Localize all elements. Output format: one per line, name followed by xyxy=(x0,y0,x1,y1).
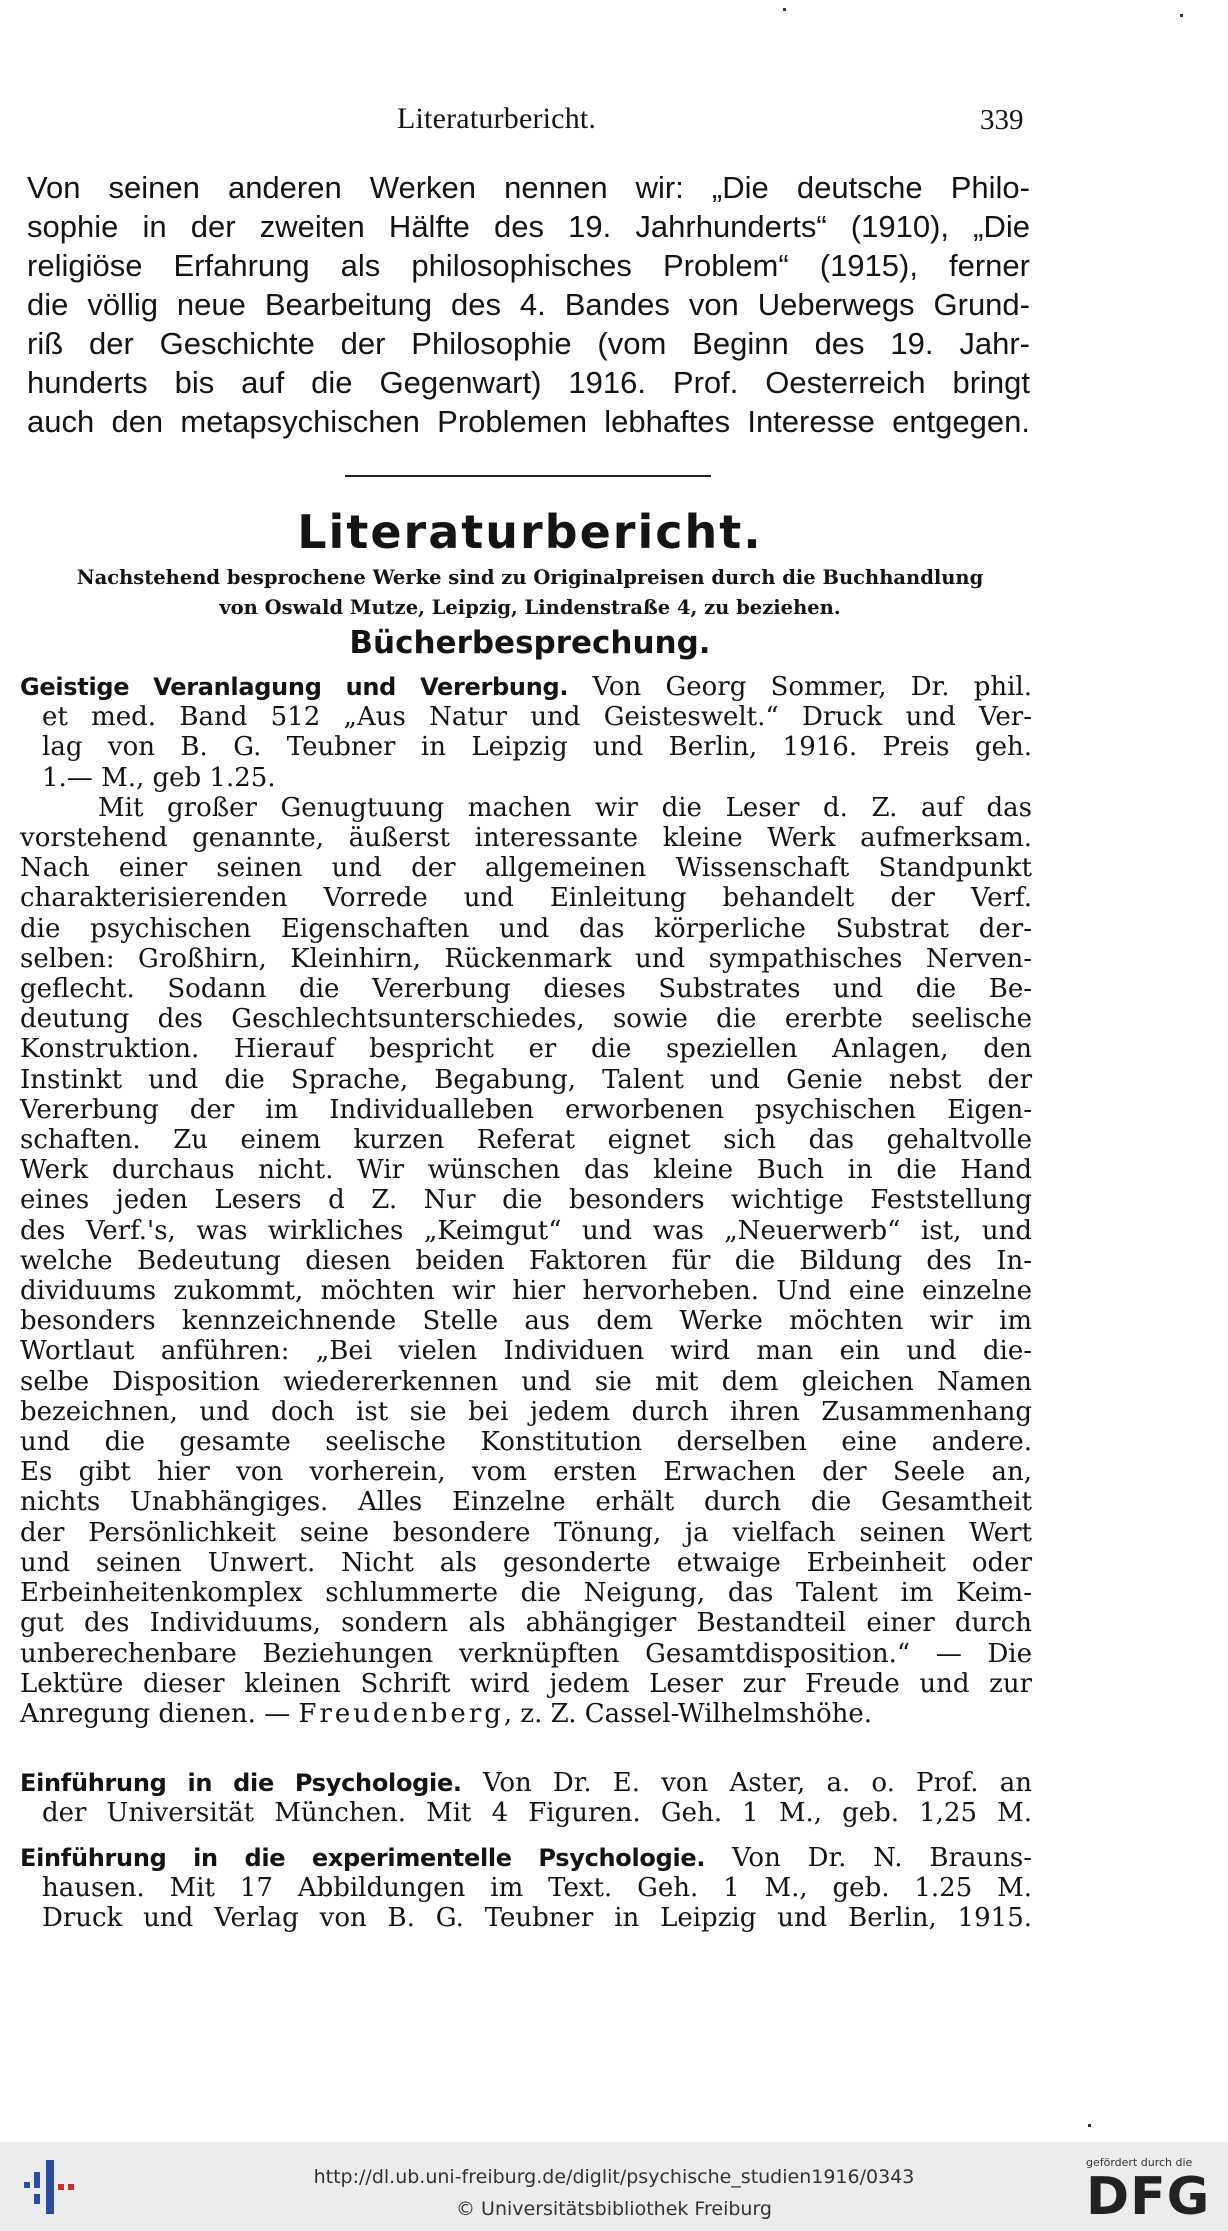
review-text-line: selbe Disposition wiedererkennen und sie mit dem gleichen Namen xyxy=(20,1366,1032,1397)
notice-line: Nachstehend besprochene Werke sind zu Originalpreisen durch die Buchhandlung xyxy=(76,566,984,589)
review-text-line: deutung des Geschlechtsunterschiedes, sowie die ererbte seelische xyxy=(20,1004,1032,1035)
biblio-line: der Universität München. Mit 4 Figuren. Geh. 1 M., geb. 1,25 M. xyxy=(42,1798,1032,1829)
page-number: 339 xyxy=(980,104,1024,136)
review-text-line: Erbeinheitenkomplex schlummerte die Neigung, das Talent im Keim- xyxy=(20,1578,1032,1609)
running-head: Literaturbericht. xyxy=(397,102,597,135)
reviewer-name: Freudenberg xyxy=(298,1698,504,1729)
biblio-line xyxy=(20,672,1032,702)
review-text-line: Es gibt hier von vorherein, vom ersten Erwachen der Seele an, xyxy=(20,1457,1032,1488)
section-heading: Literaturbericht. xyxy=(297,505,763,559)
review-text-line: Lektüre dieser kleinen Schrift wird jedem Leser zur Freude und zur xyxy=(20,1668,1032,1699)
review-text-line: Wortlaut anführen: „Bei vielen Individuen wird man ein und die- xyxy=(20,1336,1032,1367)
book-title: Einführung in die experimentelle Psychologie. xyxy=(20,1844,706,1872)
intro-paragraph xyxy=(27,168,1030,441)
review-text-line: charakterisierenden Vorrede und Einleitung behandelt der Verf. xyxy=(20,883,1032,914)
review-entry-2 xyxy=(20,1768,1032,1828)
review-entry-1 xyxy=(20,672,1032,1729)
review-text-line: der Persönlichkeit seine besondere Tönung, ja vielfach seinen Wert xyxy=(20,1517,1032,1548)
review-text-line: bezeichnen, und doch ist sie bei jedem durch ihren Zusammenhang xyxy=(20,1396,1032,1427)
text-line: sophie in der zweiten Hälfte des 19. Jahrhunderts“ (1910), „Die xyxy=(27,209,1030,244)
review-text-line: unberechenbare Beziehungen verknüpften Gesamtdisposition.“ — Die xyxy=(20,1638,1032,1669)
biblio-line xyxy=(20,1843,1032,1873)
footer-copyright: © Universitätsbibliothek Freiburg xyxy=(456,2198,772,2220)
review-text-line: die psychischen Eigenschaften und das körperliche Substrat der- xyxy=(20,913,1032,944)
review-text-line: selben: Großhirn, Kleinhirn, Rückenmark und sympathisches Nerven- xyxy=(20,943,1032,974)
dfg-caption: gefördert durch die xyxy=(1086,2156,1193,2169)
text-line: auch den metapsychischen Problemen lebhaftes Interesse entgegen. xyxy=(27,404,1030,439)
review-closing xyxy=(20,1699,1032,1729)
scan-speck xyxy=(1088,2124,1091,2127)
biblio-text: Von Dr. E. von Aster, a. o. Prof. an xyxy=(461,1768,1032,1798)
biblio-line: Druck und Verlag von B. G. Teubner in Leipzig und Berlin, 1915. xyxy=(42,1903,1032,1934)
text-line: Von seinen anderen Werken nennen wir: „Die deutsche Philo- xyxy=(27,170,1030,205)
review-text-line: welche Bedeutung diesen beiden Faktoren für die Bildung des In- xyxy=(20,1245,1032,1276)
review-text-line: schaften. Zu einem kurzen Referat eignet sich das gehaltvolle xyxy=(20,1125,1032,1156)
book-title: Geistige Veranlagung und Vererbung. xyxy=(20,673,569,701)
biblio-line: lag von B. G. Teubner in Leipzig und Berlin, 1916. Preis geh. xyxy=(42,732,1032,763)
biblio-line xyxy=(20,1768,1032,1798)
closing-suffix: , z. Z. Cassel-Wilhelmshöhe. xyxy=(503,1698,873,1729)
review-text-line: besonders kennzeichnende Stelle aus dem Werke möchten wir im xyxy=(20,1306,1032,1337)
review-text-line: geflecht. Sodann die Vererbung dieses Substrates und die Be- xyxy=(20,974,1032,1005)
biblio-line: hausen. Mit 17 Abbildungen im Text. Geh. 1 M., geb. 1.25 M. xyxy=(42,1873,1032,1904)
review-text-line: gut des Individuums, sondern als abhängiger Bestandteil einer durch xyxy=(20,1608,1032,1639)
review-text-line: nichts Unabhängiges. Alles Einzelne erhält durch die Gesamtheit xyxy=(20,1487,1032,1518)
review-text-line: Konstruktion. Hierauf bespricht er die speziellen Anlagen, den xyxy=(20,1034,1032,1065)
dfg-logo: DFG xyxy=(1086,2167,1211,2227)
biblio-text: Von Dr. N. Brauns- xyxy=(705,1843,1032,1873)
review-body xyxy=(20,793,1032,1699)
review-text-line: Vererbung der im Individualleben erworbenen psychischen Eigen- xyxy=(20,1094,1032,1125)
bookseller-notice xyxy=(40,563,1020,623)
review-text-line: dividuums zukommt, möchten wir hier hervorheben. Und eine einzelne xyxy=(20,1276,1032,1307)
review-text-line: des Verf.'s, was wirkliches „Keimgut“ und was „Neuerwerb“ ist, und xyxy=(20,1215,1032,1246)
closing-prefix: Anregung dienen. — xyxy=(20,1698,299,1729)
text-line: riß der Geschichte der Philosophie (vom Beginn des 19. Jahr- xyxy=(27,326,1030,361)
review-text-line: Werk durchaus nicht. Wir wünschen das kleine Buch in die Hand xyxy=(20,1155,1032,1186)
review-text-line: Nach einer seinen und der allgemeinen Wissenschaft Standpunkt xyxy=(20,853,1032,884)
review-text-line: Mit großer Genugtuung machen wir die Leser d. Z. auf das xyxy=(98,792,1032,823)
section-subheading: Bücherbesprechung. xyxy=(349,625,711,661)
scan-speck xyxy=(783,8,786,11)
review-text-line: eines jeden Lesers d Z. Nur die besonders wichtige Feststellung xyxy=(20,1185,1032,1216)
text-line: hunderts bis auf die Gegenwart) 1916. Prof. Oesterreich bringt xyxy=(27,365,1030,400)
review-text-line: Instinkt und die Sprache, Begabung, Talent und Genie nebst der xyxy=(20,1064,1032,1095)
notice-line: von Oswald Mutze, Leipzig, Lindenstraße 4, zu beziehen. xyxy=(219,596,841,619)
text-line: die völlig neue Bearbeitung des 4. Bandes von Ueberwegs Grund- xyxy=(27,287,1030,322)
review-text-line: vorstehend genannte, äußerst interessante kleine Werk aufmerksam. xyxy=(20,823,1032,854)
footer-url-link[interactable]: http://dl.ub.uni-freiburg.de/diglit/psychische_studien1916/0343 xyxy=(313,2166,915,2188)
review-text-line: und seinen Unwert. Nicht als gesonderte etwaige Erbeinheit oder xyxy=(20,1547,1032,1578)
biblio-text: Von Georg Sommer, Dr. phil. xyxy=(568,672,1032,702)
review-entry-3 xyxy=(20,1843,1032,1934)
text-line: religiöse Erfahrung als philosophisches Problem“ (1915), ferner xyxy=(27,248,1030,283)
section-divider xyxy=(345,475,711,477)
biblio-line: et med. Band 512 „Aus Natur und Geisteswelt.“ Druck und Ver- xyxy=(42,702,1032,733)
review-text-line: und die gesamte seelische Konstitution derselben eine andere. xyxy=(20,1427,1032,1458)
biblio-line: 1.— M., geb 1.25. xyxy=(42,762,276,793)
scan-speck xyxy=(1180,14,1183,17)
book-title: Einführung in die Psychologie. xyxy=(20,1769,462,1797)
